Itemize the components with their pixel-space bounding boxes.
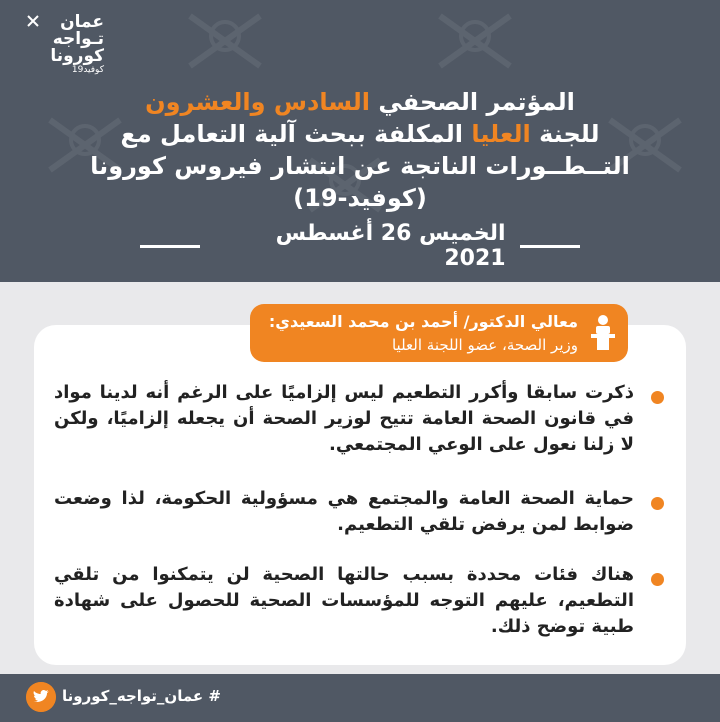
bullet-icon bbox=[651, 497, 664, 510]
twitter-icon[interactable] bbox=[26, 682, 56, 712]
bullet-icon bbox=[651, 391, 664, 404]
speaker-badge bbox=[250, 304, 628, 362]
divider bbox=[520, 245, 580, 248]
oman-faces-corona-logo bbox=[20, 14, 104, 78]
footer-bar bbox=[0, 674, 720, 722]
emblem-watermark-icon bbox=[180, 6, 270, 76]
bullet-icon bbox=[651, 573, 664, 586]
list-item bbox=[54, 562, 664, 640]
emblem-watermark-icon bbox=[430, 6, 520, 76]
date-row bbox=[140, 221, 580, 271]
title-part-1: المؤتمر الصحفي bbox=[370, 88, 575, 116]
logo-line-2: تـواجه bbox=[52, 29, 104, 49]
speaker-role: وزير الصحة، عضو اللجنة العليا bbox=[391, 336, 578, 354]
footer-hashtag[interactable]: # عمان_تواجه_كورونا bbox=[62, 687, 221, 705]
title-part-3: المكلفة ببحث آلية التعامل مع التــطــورات الناتجة عن انتشار فيروس كورونا (كوفيد-19) bbox=[90, 120, 630, 212]
header-banner bbox=[0, 0, 720, 282]
logo-line-3: كورونا bbox=[50, 46, 104, 66]
logo-line-4: كوفيد19 bbox=[71, 65, 104, 75]
podium-speaker-icon bbox=[588, 314, 618, 352]
statement-text: حماية الصحة العامة والمجتمع هي مسؤولية الحكومة، لذا وضعت ضوابط لمن يرفض تلقي التطعيم. bbox=[54, 488, 634, 535]
divider bbox=[140, 245, 200, 248]
title-accent-1: السادس والعشرون bbox=[145, 88, 371, 116]
statement-text: هناك فئات محددة بسبب حالتها الصحية لن يتمكنوا من تلقي التطعيم، عليهم التوجه للمؤسسات الصحية للحصول على شهادة طبية توضح ذلك. bbox=[54, 564, 634, 637]
date-label: الخميس 26 أغسطس 2021 bbox=[275, 221, 506, 271]
logo-line-1: عمان bbox=[60, 12, 104, 32]
title-accent-2: العليا bbox=[471, 120, 531, 148]
list-item bbox=[54, 486, 664, 538]
page-title bbox=[80, 86, 640, 214]
list-item bbox=[54, 380, 664, 458]
speaker-name: معالي الدكتور/ أحمد بن محمد السعيدي: bbox=[268, 312, 578, 331]
title-part-2: للجنة bbox=[530, 120, 600, 148]
statement-text: ذكرت سابقا وأكرر التطعيم ليس إلزاميًا على الرغم أنه لدينا مواد في قانون الصحة العامة تتيح لوزير الصحة أن يجعله إلزاميًا، ولكن لا زلنا نعول على الوعي المجتمعي. bbox=[54, 382, 634, 455]
emblem-icon bbox=[26, 14, 40, 28]
